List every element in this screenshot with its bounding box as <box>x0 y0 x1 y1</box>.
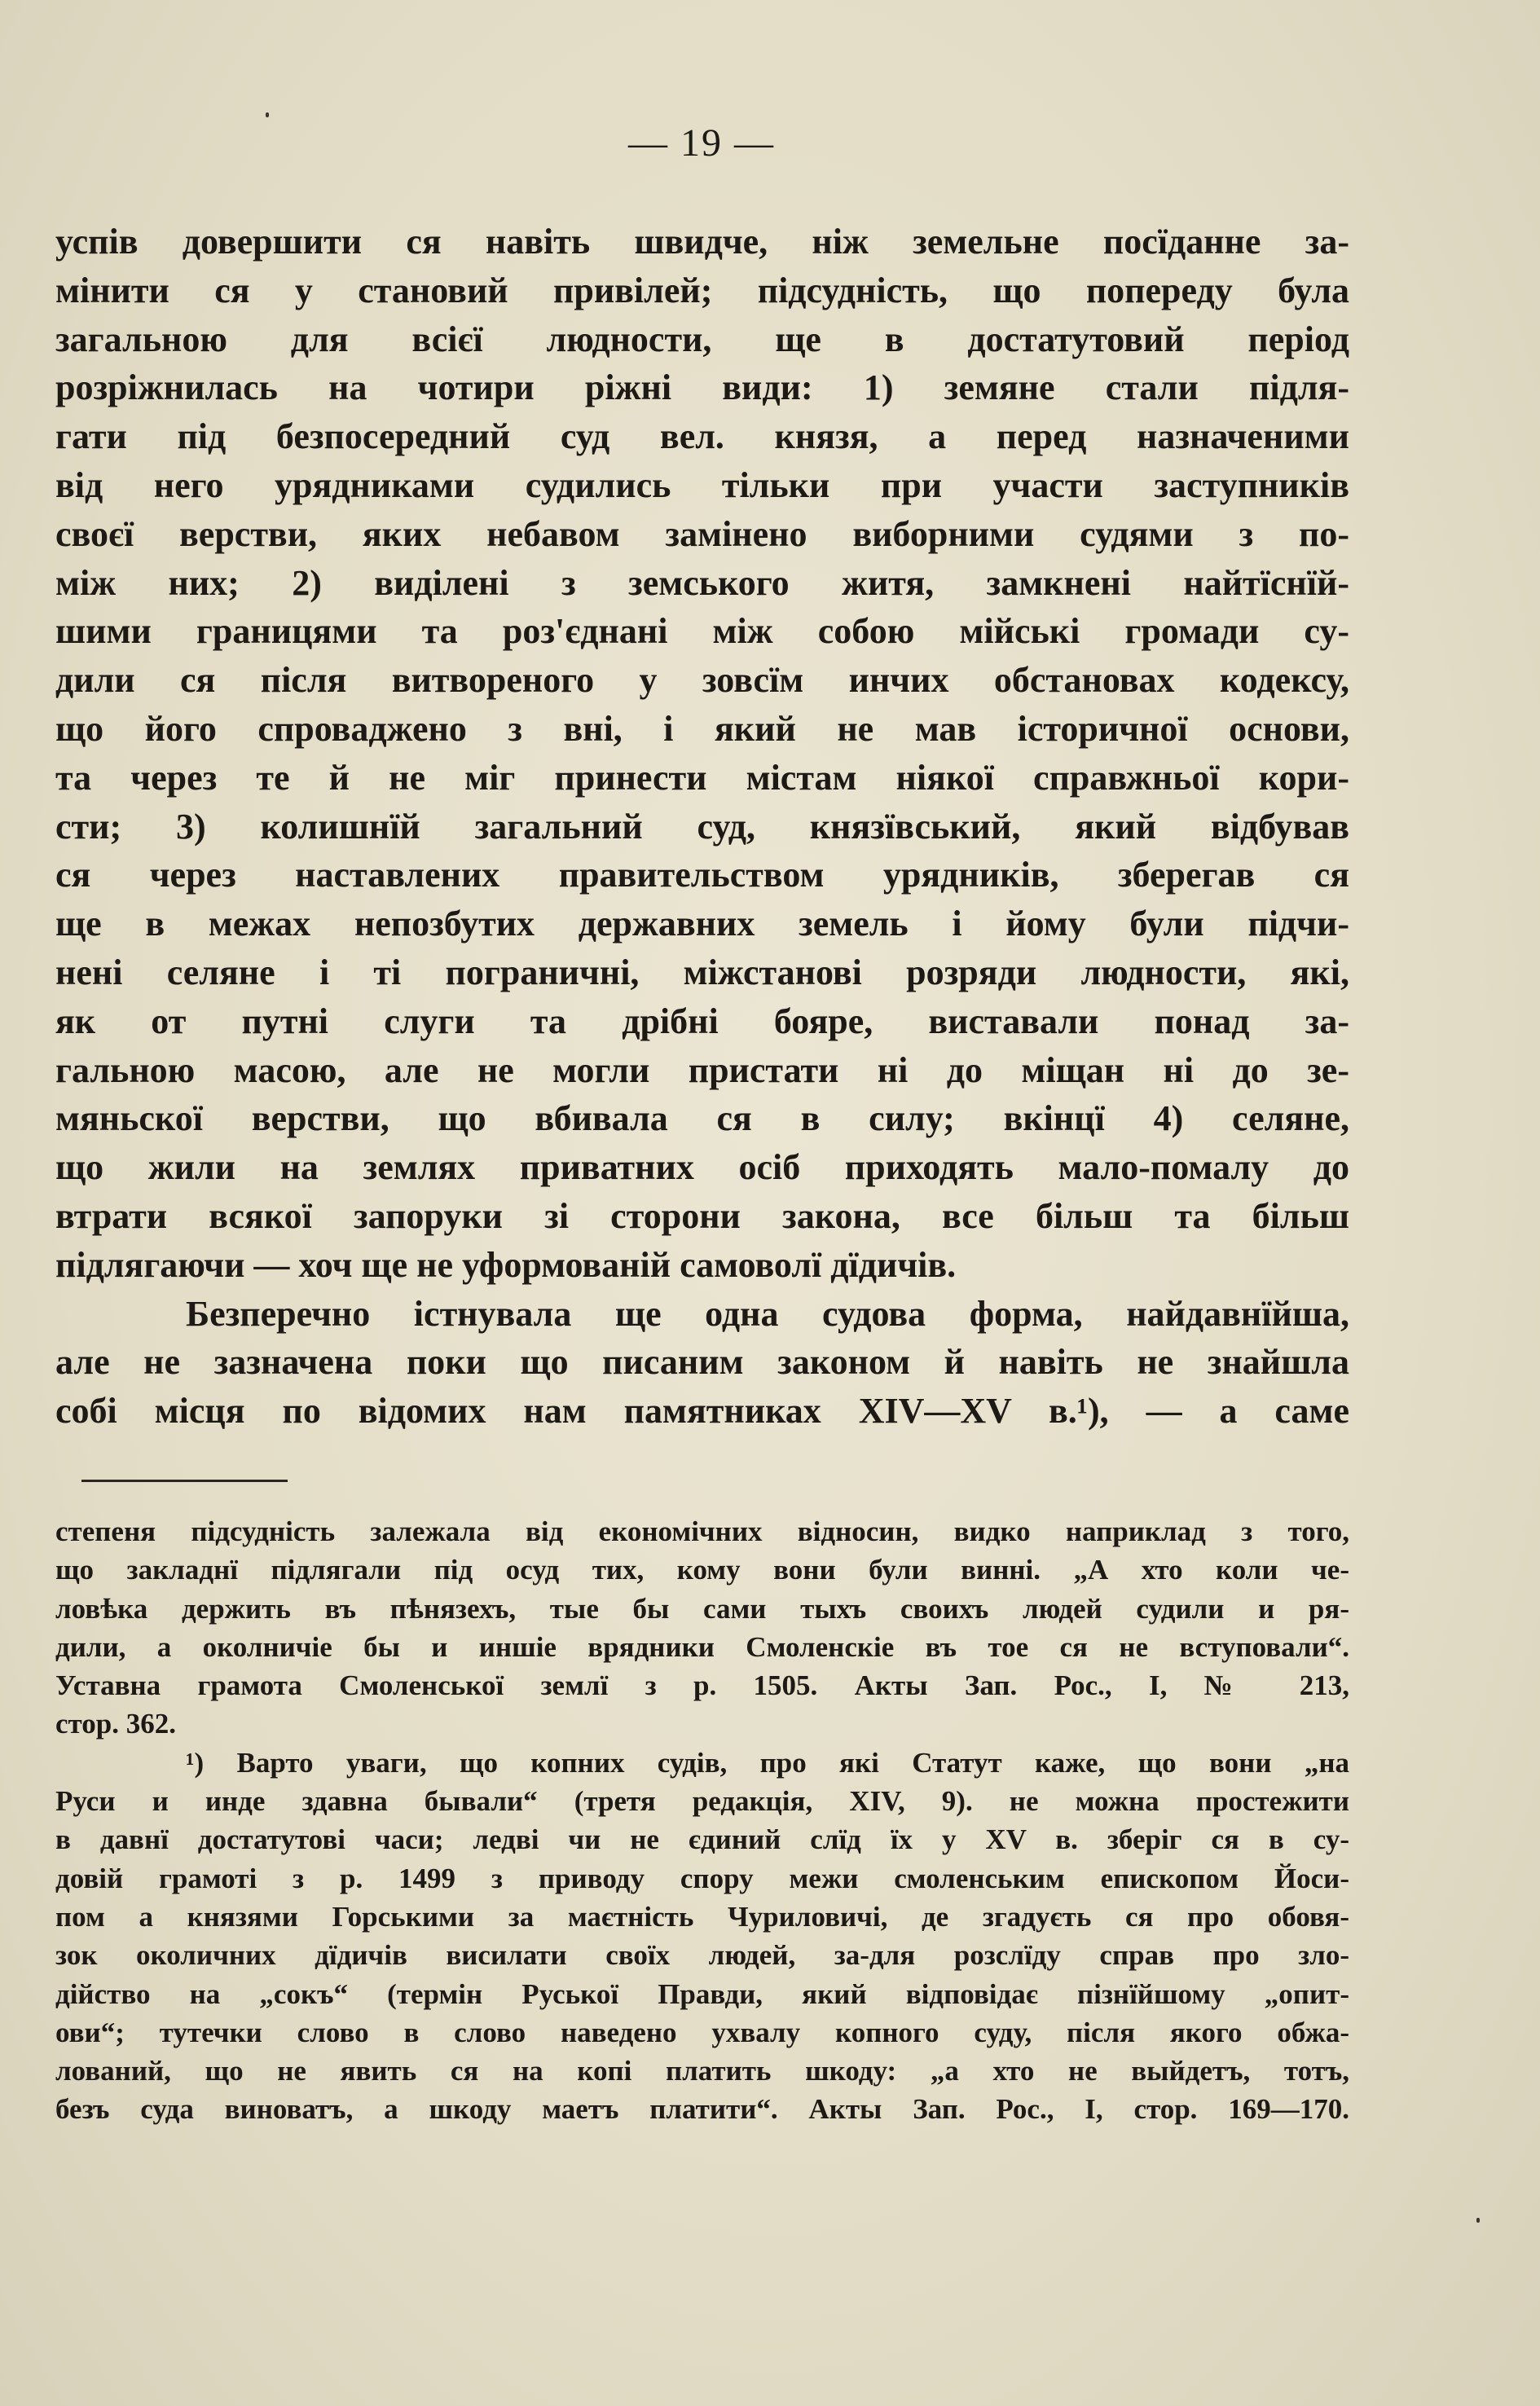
text-line: та через те й не міг принести містам ніякої справжньої кори- <box>55 757 1349 798</box>
footnote-line: що закладнї підлягали під осуд тих, кому вони були винні. „А хто коли че- <box>55 1554 1349 1586</box>
text-line: підлягаючи — хоч ще не уформованій самоволї дїдичів. <box>55 1244 957 1285</box>
footnote-divider <box>81 1480 288 1482</box>
text-line: між них; 2) виділені з земського житя, замкнені найтїснїй- <box>55 562 1349 603</box>
footnote-line: дили, а околничіе бы и иншіе врядники Смоленскіе въ тое ся не вступовали“. <box>55 1630 1349 1663</box>
text-line: розріжнилась на чотири ріжні види: 1) земяне стали підля- <box>55 367 1349 408</box>
text-line: успів довершити ся навіть швидче, ніж земельне посїданне за- <box>55 222 1349 262</box>
page-number: — 19 — <box>628 121 775 165</box>
footnote-line: пом а князями Горськими за маєтність Чуриловичі, де згадуєть ся про обовя- <box>55 1900 1349 1933</box>
text-line: дили ся після витвореного у зовсїм инчих обстановах кодексу, <box>55 660 1349 701</box>
text-line: ся через наставлених правительством урядників, зберегав ся <box>55 855 1349 895</box>
footnote-line: безъ суда виноватъ, а шкоду маетъ платити“. Акты Зап. Рос., I, стор. 169—170. <box>55 2093 1349 2126</box>
footnote-line: лований, що не явить ся на копі платить шкоду: „а хто не выйдетъ, тотъ, <box>55 2055 1349 2087</box>
scan-speck <box>266 112 269 117</box>
text-line: ще в межах непозбутих державних земель і йому були підчи- <box>55 904 1349 944</box>
footnote-line: ови“; тутечки слово в слово наведено ухвалу копного суду, після якого обжа- <box>55 2016 1349 2048</box>
footnote-line: ловѣка держить въ пѣнязехъ, тые бы сами тыхъ своихъ людей судили и ря- <box>55 1592 1349 1625</box>
footnote-line: ¹) Варто уваги, що копних судів, про які Статут каже, що вони „на <box>186 1746 1349 1779</box>
text-line: шими границями та роз'єднані між собою мійські громади су- <box>55 611 1349 652</box>
footnote-line: в давнї достатутові часи; ледві чи не єдиний слїд їх у XV в. зберіг ся в су- <box>55 1823 1349 1856</box>
footnote-line: довій грамоті з р. 1499 з приводу спору межи смоленським епископом Йоси- <box>55 1862 1349 1894</box>
text-line: втрати всякої запоруки зі сторони закона, все більш та більш <box>55 1195 1349 1236</box>
footnote-line: степеня підсудність залежала від економічних відносин, видко наприклад з того, <box>55 1515 1349 1547</box>
footnote-line: стор. 362. <box>55 1708 176 1740</box>
text-line: собі місця по відомих нам памятниках XIV—XV в.¹), — а саме <box>55 1391 1349 1432</box>
text-line: від него урядниками судились тільки при участи заступників <box>55 464 1349 505</box>
main-text <box>55 218 1349 1436</box>
text-line: Безперечно істнувала ще одна судова форма, найдавнїйша, <box>186 1293 1349 1334</box>
footnote-line: Уставна грамота Смоленської землї з р. 1505. Акты Зап. Рос., I, № 213, <box>55 1669 1349 1702</box>
text-line: мінити ся у становий привілей; підсудність, що попереду була <box>55 270 1349 310</box>
footnote-line: зок околичних дїдичів висилати своїх людей, за-для розслїду справ про зло- <box>55 1939 1349 1972</box>
text-line: своєї верстви, яких небавом замінено виборними судями з по- <box>55 513 1349 554</box>
text-line: мяньскої верстви, що вбивала ся в силу; вкінцї 4) селяне, <box>55 1098 1349 1139</box>
text-line: сти; 3) колишнїй загальний суд, князївський, який відбував <box>55 806 1349 847</box>
text-line: як от путні слуги та дрібні бояре, виставали понад за- <box>55 1001 1349 1041</box>
text-line: але не зазначена поки що писаним законом й навіть не знайшла <box>55 1342 1349 1383</box>
footnotes <box>55 1512 1349 2129</box>
text-line: що жили на землях приватних осіб приходять мало-помалу до <box>55 1147 1349 1188</box>
footnote-line: Руси и инде здавна бывали“ (третя редакція, XIV, 9). не можна простежити <box>55 1785 1349 1818</box>
text-line: гальною масою, але не могли пристати ні до міщан ні до зе- <box>55 1049 1349 1090</box>
text-line: нені селяне і ті пограничні, міжстанові розряди людности, які, <box>55 952 1349 992</box>
text-line: гати під безпосередний суд вел. князя, а перед назначеними <box>55 416 1349 457</box>
text-line: загальною для всієї людности, ще в достатутовий період <box>55 319 1349 359</box>
text-line: що його спроваджено з вні, і який не мав історичної основи, <box>55 708 1349 749</box>
footnote-line: дійство на „сокъ“ (термін Руської Правди, який відповідає пізнїйшому „опит- <box>55 1977 1349 2010</box>
scan-speck <box>1476 2218 1480 2223</box>
